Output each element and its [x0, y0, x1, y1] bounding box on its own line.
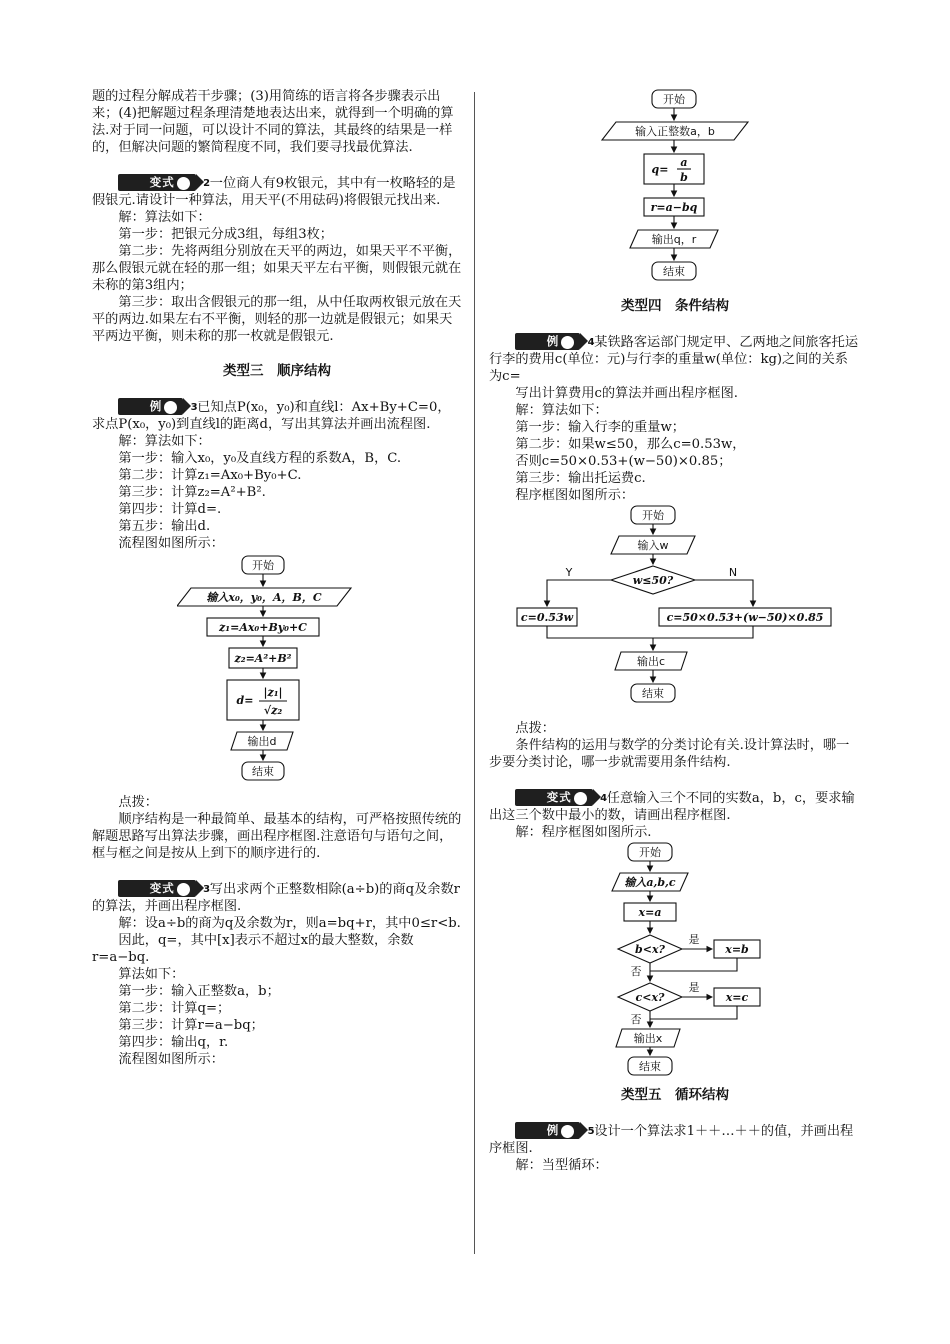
example5-line: 解：当型循环： [515, 1158, 608, 1173]
variant3-line: 第四步：输出q，r. [118, 1035, 229, 1050]
example4-line: 第一步：输入行李的重量w； [515, 420, 685, 435]
flow-yes-2-label: 是 [688, 981, 700, 994]
flow-input-label: 输入w [637, 539, 669, 552]
right-column [489, 88, 861, 1174]
example3-problem: 例 3已知点P(x₀，y₀)和直线l：Ax+By+C=0，求点P(x₀，y₀)到直线l的距离d，写出其算法并画出流程图. [92, 399, 451, 432]
flow-step3-num: |z₁| [263, 686, 283, 699]
example4-line: 第三步：输出托运费c. [515, 471, 646, 486]
variant3-line: 因此，q=，其中[x]表示不超过x的最大整数，余数r=a−bq. [92, 933, 414, 965]
example4-line: 第二步：如果w≤50，那么c=0.53w， [515, 437, 746, 452]
flow-output-label: 输出c [636, 655, 666, 668]
variant3-line: 算法如下： [118, 967, 185, 982]
example-badge: 例 4 [515, 333, 580, 350]
column-divider [474, 92, 475, 1254]
variant2-line: 第二步：先将两组分别放在天平的两边，如果天平不平衡，那么假银元就在轻的那一组；如果天平左右平衡，则假银元就在未称的第3组内； [92, 244, 462, 293]
flow-step3-lhs: d= [236, 694, 254, 707]
tip3-label: 点拨： [118, 795, 158, 810]
example4-line: 否则c=50×0.53+(w−50)×0.85； [515, 454, 732, 469]
flowchart-variant3 [600, 88, 750, 288]
example4-line: 解：算法如下： [515, 403, 608, 418]
example3-line: 第一步：输入x₀，y₀及直线方程的系数A，B，C. [118, 451, 402, 466]
example5-problem: 例 5设计一个算法求1＋＋…＋＋的值，并画出程序框图. [489, 1123, 854, 1156]
flow-condition-2-label: c<x? [635, 991, 665, 1004]
flow-condition-label: w≤50? [632, 574, 674, 587]
variant3-line: 解：设a÷b的商为q及余数为r，则a=bq+r，其中0≤r<b. [118, 916, 461, 931]
flow-no-2-label: 否 [630, 1013, 642, 1026]
flow-end-label: 结束 [639, 1060, 661, 1073]
example3-line: 第三步：计算z₂=A²+B². [118, 485, 266, 500]
example3-line: 解：算法如下： [118, 434, 211, 449]
intro-paragraph: 题的过程分解成若干步骤；(3)用简练的语言将各步骤表示出来；(4)把解题过程条理清楚地表达出来，就得到一个明确的算法.对于同一问题，可以设计不同的算法，其最终的结果是一样的，但解决问题的繁简程度不同，我们要寻找最优算法. [92, 89, 454, 155]
flow-yes-1-label: 是 [688, 933, 700, 946]
tip3-text: 顺序结构是一种最简单、最基本的结构，可严格按照传统的解题思路写出算法步骤，画出程序框图.注意语句与语句之间，框与框之间是按从上到下的顺序进行的. [92, 812, 462, 861]
type3-heading: 类型三 顺序结构 [223, 363, 331, 379]
flow-start-label: 开始 [639, 846, 661, 859]
flow-output-label: 输出x [633, 1032, 663, 1045]
flowchart-example4 [515, 504, 835, 710]
example-badge: 例 5 [515, 1122, 580, 1139]
flow-step1-lhs: q= [651, 163, 669, 176]
type5-heading: 类型五 循环结构 [621, 1087, 729, 1103]
tip4-text: 条件结构的运用与数学的分类讨论有关.设计算法时，哪一步要分类讨论，哪一步就需要用条件结构. [489, 738, 850, 770]
example3-line: 第二步：计算z₁=Ax₀+By₀+C. [118, 468, 302, 483]
flow-input-label: 输入a,b,c [624, 876, 676, 889]
example3-line: 第四步：计算d=. [118, 502, 222, 517]
variant2-line: 第一步：把银元分成3组，每组3枚； [118, 227, 333, 242]
flow-assign-label: x=a [638, 906, 662, 919]
variant3-line: 流程图如图所示： [118, 1052, 224, 1067]
example4-line: 写出计算费用c的算法并画出程序框图. [515, 386, 738, 401]
variant-badge: 变式 4 [515, 789, 592, 806]
variant-badge: 变式 2 [118, 174, 195, 191]
left-column [92, 88, 462, 1068]
flow-step1-num: a [680, 156, 688, 169]
variant2-problem: 变式 2一位商人有9枚银元，其中有一枚略轻的是假银元.请设计一种算法，用天平(不用砝码)将假银元找出来. [92, 175, 456, 208]
flow-start-label: 开始 [252, 559, 274, 572]
variant3-problem: 变式 3写出求两个正整数相除(a÷b)的商q及余数r的算法，并画出程序框图. [92, 881, 460, 914]
flow-no-label: N [728, 566, 738, 579]
flow-step1-den: b [680, 171, 688, 184]
flow-step2-label: r=a−bq [650, 201, 698, 214]
variant-badge: 变式 3 [118, 880, 195, 897]
variant3-line: 第三步：计算r=a−bq； [118, 1018, 264, 1033]
flow-start-label: 开始 [663, 93, 685, 106]
variant4-problem: 变式 4任意输入三个不同的实数a，b，c，要求输出这三个数中最小的数，请画出程序框图. [489, 790, 855, 823]
variant3-line: 第一步：输入正整数a，b； [118, 984, 280, 999]
flow-end-label: 结束 [663, 265, 685, 278]
flow-box-2-label: x=c [725, 991, 749, 1004]
flow-condition-1-label: b<x? [635, 943, 665, 956]
flow-box-1-label: x=b [725, 943, 749, 956]
variant4-line: 解：程序框图如图所示. [515, 825, 652, 840]
example3-line: 第五步：输出d. [118, 519, 211, 534]
flow-start-label: 开始 [642, 509, 664, 522]
flow-output-label: 输出q，r [651, 233, 697, 246]
flow-no-1-label: 否 [630, 965, 642, 978]
flowchart-variant4 [580, 841, 770, 1077]
example4-line: 程序框图如图所示： [515, 488, 635, 503]
variant3-line: 第二步：计算q=； [118, 1001, 231, 1016]
flow-left-box-label: c=0.53w [520, 611, 574, 624]
type4-heading: 类型四 条件结构 [621, 298, 729, 314]
flowchart-example3 [177, 552, 377, 784]
flow-yes-label: Y [565, 566, 573, 579]
flow-step2-label: z₂=A²+B² [234, 652, 292, 665]
flow-step3-den: √z₂ [263, 704, 283, 717]
flow-input-label: 输入正整数a，b [635, 125, 715, 138]
flow-end-label: 结束 [642, 687, 664, 700]
flow-right-box-label: c=50×0.53+(w−50)×0.85 [666, 611, 824, 624]
flow-output-label: 输出d [247, 735, 277, 748]
example4-problem: 例 4某铁路客运部门规定甲、乙两地之间旅客托运行李的费用c(单位：元)与行李的重量w(单位：kg)之间的关系为c= [489, 334, 859, 384]
tip4-label: 点拨： [515, 721, 555, 736]
variant2-line: 解：算法如下： [118, 210, 211, 225]
example3-line: 流程图如图所示： [118, 536, 224, 551]
variant2-line: 第三步：取出含假银元的那一组，从中任取两枚银元放在天平的两边.如果左右不平衡，则轻的那一边就是假银元；如果天平两边平衡，则未称的那一枚就是假银元. [92, 295, 462, 344]
flow-step1-label: z₁=Ax₀+By₀+C [219, 621, 307, 634]
flow-end-label: 结束 [252, 765, 274, 778]
flow-input-label: 输入x₀，y₀，A，B，C [206, 591, 322, 604]
example-badge: 例 3 [118, 398, 183, 415]
